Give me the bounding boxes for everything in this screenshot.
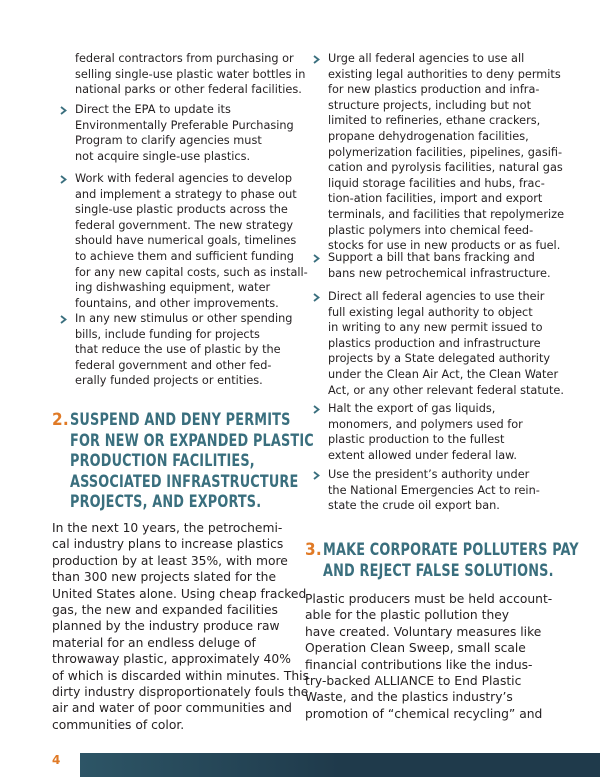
heading-line: PROJECTS, AND EXPORTS. xyxy=(70,492,262,512)
bullet-line: that reduce the use of plastic by the xyxy=(75,343,281,357)
body-line: air and water of poor communities and xyxy=(52,701,292,716)
bullet-line: ing dishwashing equipment, water xyxy=(75,281,271,295)
chevron-right-icon xyxy=(313,401,323,417)
bullet-line: fountains, and other improvements. xyxy=(75,296,279,310)
footer-bar xyxy=(80,753,600,777)
bullet-lines xyxy=(75,102,294,164)
body-line: have created. Voluntary measures like xyxy=(305,624,542,639)
bullet-lines xyxy=(328,51,564,254)
bullet-line: polymerization facilities, pipelines, gasifi- xyxy=(328,145,563,159)
body-line: financial contributions like the indus- xyxy=(305,657,533,672)
bullet-line: state the crude oil export ban. xyxy=(328,499,500,513)
section-number: 3. xyxy=(305,540,322,560)
bullet-line: stocks for use in new products or as fuel. xyxy=(328,239,561,253)
heading-line: FOR NEW OR EXPANDED PLASTIC xyxy=(70,430,314,451)
body-line: dirty industry disproportionately fouls the xyxy=(52,685,309,700)
body-line: communities of color. xyxy=(52,717,185,732)
bullet-line: extent allowed under federal law. xyxy=(328,448,517,462)
heading-lines xyxy=(70,410,360,513)
bullet-line: full existing legal authority to object xyxy=(328,305,533,319)
bullet-line: plastic production to the fullest xyxy=(328,433,505,447)
section-2-body xyxy=(52,520,309,733)
body-line: material for an endless deluge of xyxy=(52,635,256,650)
bullet-lines xyxy=(75,171,308,311)
bullet-line: bans new petrochemical infrastructure. xyxy=(328,266,551,280)
bullet-line: Urge all federal agencies to use all xyxy=(328,52,525,65)
bullet-line: should have numerical goals, timelines xyxy=(75,234,297,248)
page-number: 4 xyxy=(52,753,61,767)
bullet-line: not acquire single-use plastics. xyxy=(75,149,251,163)
bullet-line: erally funded projects or entities. xyxy=(75,374,263,388)
body-line: United States alone. Using cheap fracked xyxy=(52,586,307,601)
bullet-line: to achieve them and sufficient funding xyxy=(75,249,294,263)
chevron-right-icon xyxy=(313,250,323,266)
bullet-lines xyxy=(328,467,540,514)
bullet-line: national parks or other federal facilities. xyxy=(75,83,302,97)
bullet-line: for new plastics production and infra- xyxy=(328,83,540,97)
bullet-line: liquid storage facilities and hubs, frac- xyxy=(328,176,545,190)
body-line: Operation Clean Sweep, small scale xyxy=(305,641,526,656)
body-line: able for the plastic pollution they xyxy=(305,608,510,623)
bullet-line: Direct the EPA to update its xyxy=(75,103,231,116)
bullet-line: the National Emergencies Act to rein- xyxy=(328,483,540,497)
bullet-line: limited to refineries, ethane crackers, xyxy=(328,114,541,128)
heading-line: ASSOCIATED INFRASTRUCTURE xyxy=(70,471,299,492)
bullet-line: projects by a State delegated authority xyxy=(328,352,551,366)
bullet-line: structure projects, including but not xyxy=(328,98,532,112)
chevron-right-icon xyxy=(60,171,70,187)
heading-line: AND REJECT FALSE SOLUTIONS. xyxy=(323,560,554,581)
bullet-line: Use the president’s authority under xyxy=(328,468,530,481)
bullet-line: Halt the export of gas liquids, xyxy=(328,402,496,415)
bullet-lines xyxy=(328,401,523,463)
bullet-line: propane dehydrogenation facilities, xyxy=(328,129,529,143)
bullet-line: federal government. The new strategy xyxy=(75,218,294,232)
heading-line: MAKE CORPORATE POLLUTERS PAY xyxy=(323,540,579,560)
bullet-lines xyxy=(75,311,292,389)
bullet-line: Direct all federal agencies to use their xyxy=(328,290,545,303)
bullet-line: federal contractors from purchasing or xyxy=(75,52,294,65)
heading-line: PRODUCTION FACILITIES, xyxy=(70,451,255,471)
chevron-right-icon xyxy=(313,467,323,483)
bullet-line: federal government and other fed- xyxy=(75,358,272,372)
bullet-line: Work with federal agencies to develop xyxy=(75,172,292,185)
bullet-line: tion-ation facilities, import and export xyxy=(328,192,543,206)
body-line: throwaway plastic, approximately 40% xyxy=(52,652,291,667)
chevron-right-icon xyxy=(60,102,70,118)
bullet-line: plastics production and infrastructure xyxy=(328,336,541,350)
heading-lines xyxy=(323,540,600,581)
bullet-line: for any new capital costs, such as install- xyxy=(75,265,308,279)
body-line: Waste, and the plastics industry’s xyxy=(305,690,513,705)
bullet-line: existing legal authorities to deny permits xyxy=(328,67,561,81)
bullet-line: cation and pyrolysis facilities, natural gas xyxy=(328,161,563,175)
body-line: In the next 10 years, the petrochemi- xyxy=(52,521,283,535)
body-line: cal industry plans to increase plastics xyxy=(52,537,284,552)
chevron-right-icon xyxy=(313,51,323,67)
bullet-line: single-use plastic products across the xyxy=(75,203,288,217)
bullet-line: In any new stimulus or other spending xyxy=(75,312,293,325)
bullet-line: terminals, and facilities that repolymerize xyxy=(328,207,565,221)
bullet-line: plastic polymers into chemical feed- xyxy=(328,223,534,237)
bullet-line: bills, include funding for projects xyxy=(75,327,260,341)
body-line: planned by the industry produce raw xyxy=(52,619,280,634)
body-line: than 300 new projects slated for the xyxy=(52,570,277,585)
bullet-line: Support a bill that bans fracking and xyxy=(328,251,535,264)
bullet-line: Act, or any other relevant federal statute. xyxy=(328,383,564,397)
bullet-line: selling single-use plastic water bottles in xyxy=(75,67,306,81)
chevron-right-icon xyxy=(60,311,70,327)
bullet-line: monomers, and polymers used for xyxy=(328,417,523,431)
bullet-lines xyxy=(328,289,564,398)
bullet-line: under the Clean Air Act, the Clean Water xyxy=(328,367,559,381)
section-number: 2. xyxy=(52,410,69,430)
body-line: try-backed ALLIANCE to End Plastic xyxy=(305,674,522,689)
bullet-line: and implement a strategy to phase out xyxy=(75,187,297,201)
heading-line: SUSPEND AND DENY PERMITS xyxy=(70,410,291,430)
section-3-body xyxy=(305,591,552,722)
body-line: promotion of “chemical recycling” and xyxy=(305,706,543,721)
bullet-line: Program to clarify agencies must xyxy=(75,134,262,148)
body-line: of which is discarded within minutes. This xyxy=(52,668,310,683)
body-line: Plastic producers must be held account- xyxy=(305,592,553,606)
body-line: gas, the new and expanded facilities xyxy=(52,603,278,618)
body-line: production by at least 35%, with more xyxy=(52,553,288,568)
bullet-line: Environmentally Preferable Purchasing xyxy=(75,118,294,132)
bullet-lines xyxy=(328,250,551,281)
chevron-right-icon xyxy=(313,289,323,305)
bullet-lines xyxy=(75,51,305,98)
bullet-line: in writing to any new permit issued to xyxy=(328,321,543,335)
